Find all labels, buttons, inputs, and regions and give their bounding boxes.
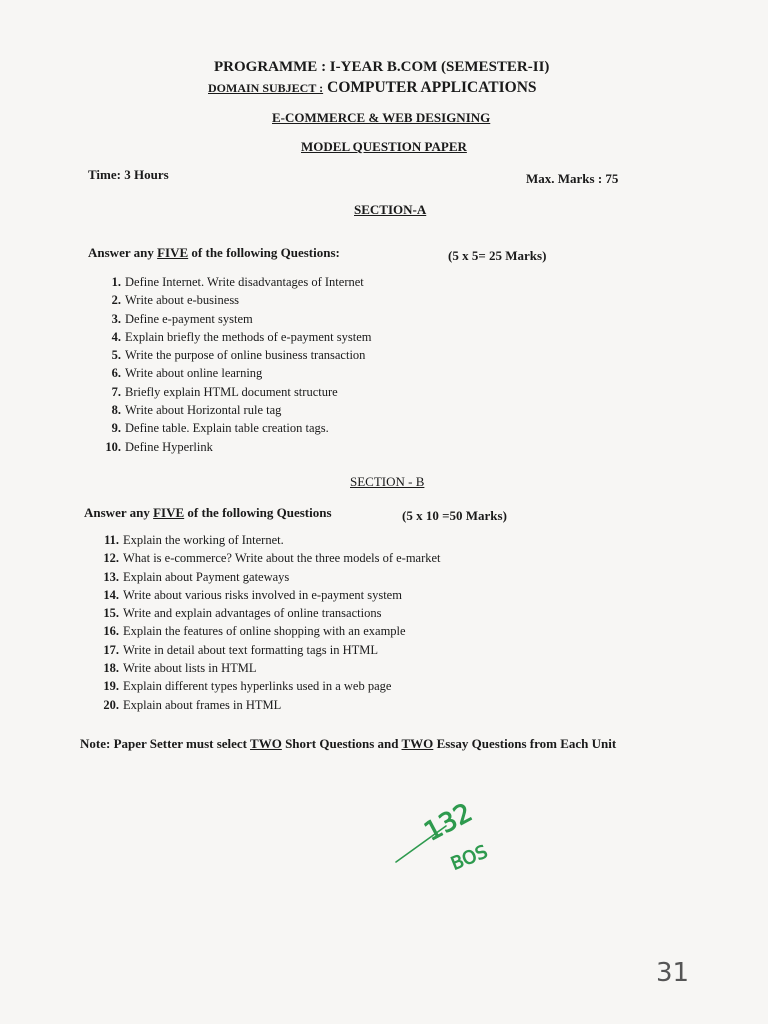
question-number: 18. — [103, 661, 119, 676]
section-b-title: SECTION - B — [350, 474, 425, 489]
note-text: Essay Questions from Each Unit — [433, 736, 617, 751]
section-b-question-list — [88, 533, 441, 716]
question-text: Briefly explain HTML document structure — [125, 384, 338, 399]
note-emphasis: TWO — [401, 736, 434, 751]
question-item — [90, 421, 371, 439]
question-number: 20. — [103, 697, 119, 712]
question-number: 13. — [103, 569, 119, 584]
question-item — [90, 330, 371, 348]
question-text: Write about e-business — [125, 293, 240, 308]
question-item — [90, 312, 371, 330]
paper-type-title: MODEL QUESTION PAPER — [301, 139, 467, 154]
section-b-marks: (5 x 10 =50 Marks) — [402, 508, 507, 523]
question-text: Write about lists in HTML — [123, 661, 257, 676]
domain-subject-heading — [208, 79, 537, 97]
question-text: Explain about frames in HTML — [123, 697, 282, 712]
question-text: Write about Horizontal rule tag — [125, 403, 282, 418]
question-text: Define Hyperlink — [125, 439, 213, 454]
question-number: 2. — [111, 293, 121, 308]
question-item — [88, 588, 441, 606]
instruction-text: of the following Questions — [184, 505, 332, 520]
question-text: Explain the features of online shopping with an example — [123, 624, 406, 639]
question-number: 15. — [103, 606, 119, 621]
section-a-marks: (5 x 5= 25 Marks) — [448, 248, 547, 263]
question-item — [90, 403, 371, 421]
section-a-title: SECTION-A — [354, 202, 427, 217]
instruction-text: of the following Questions: — [188, 245, 340, 260]
question-item — [88, 624, 441, 642]
question-text: Explain different types hyperlinks used in a web page — [123, 679, 392, 694]
note-text: Note: Paper Setter must select — [80, 736, 251, 751]
question-number: 4. — [111, 329, 121, 344]
domain-subject-value: COMPUTER APPLICATIONS — [327, 79, 537, 96]
instruction-emphasis: FIVE — [153, 505, 185, 520]
question-item — [88, 698, 441, 716]
max-marks: Max. Marks : 75 — [526, 171, 619, 186]
section-a-instruction — [88, 245, 340, 261]
question-item — [88, 661, 441, 679]
question-number: 7. — [111, 384, 121, 399]
question-item — [90, 348, 371, 366]
question-text: Define table. Explain table creation tags. — [125, 421, 329, 436]
question-text: Define e-payment system — [125, 311, 253, 326]
question-text: Explain the working of Internet. — [123, 533, 284, 547]
question-item — [90, 385, 371, 403]
note-emphasis: TWO — [250, 736, 282, 751]
page-number: 31 — [656, 958, 690, 987]
handwritten-bos-annotation — [388, 796, 518, 876]
annotation-number: 132 — [419, 797, 478, 848]
question-text: Write about various risks involved in e-payment system — [123, 587, 402, 602]
question-number: 9. — [111, 421, 121, 436]
question-item — [90, 366, 371, 384]
question-item — [90, 440, 371, 458]
question-text: Explain about Payment gateways — [123, 569, 290, 584]
annotation-bos: BOS — [447, 841, 491, 875]
question-number: 6. — [111, 366, 121, 381]
instruction-emphasis: FIVE — [157, 245, 189, 260]
question-number: 3. — [111, 311, 121, 326]
question-text: Write about online learning — [125, 366, 263, 381]
question-text: What is e-commerce? Write about the three models of e-market — [123, 551, 441, 566]
question-number: 10. — [105, 439, 121, 454]
question-text: Define Internet. Write disadvantages of Internet — [125, 275, 364, 289]
question-text: Write in detail about text formatting tags in HTML — [123, 642, 378, 657]
question-item — [88, 570, 441, 588]
question-item — [90, 275, 371, 293]
question-text: Explain briefly the methods of e-payment system — [125, 329, 372, 344]
question-number: 1. — [111, 275, 121, 289]
question-number: 11. — [104, 533, 119, 547]
question-item — [88, 533, 441, 551]
instruction-text: Answer any — [84, 505, 154, 520]
question-number: 14. — [103, 587, 119, 602]
question-number: 19. — [103, 679, 119, 694]
course-title: E-COMMERCE & WEB DESIGNING — [272, 110, 491, 125]
question-item — [88, 551, 441, 569]
question-number: 16. — [103, 624, 119, 639]
question-text: Write and explain advantages of online transactions — [123, 606, 382, 621]
paper-setter-note — [80, 736, 616, 752]
question-number: 5. — [111, 348, 121, 363]
time-allowed: Time: 3 Hours — [88, 167, 169, 182]
programme-heading: PROGRAMME : I-YEAR B.COM (SEMESTER-II) — [214, 59, 550, 75]
question-number: 12. — [103, 551, 119, 566]
question-item — [90, 293, 371, 311]
question-item — [88, 679, 441, 697]
question-item — [88, 643, 441, 661]
question-text: Write the purpose of online business transaction — [125, 348, 366, 363]
question-number: 17. — [103, 642, 119, 657]
instruction-text: Answer any — [88, 245, 158, 260]
question-number: 8. — [111, 403, 121, 418]
domain-subject-label: DOMAIN SUBJECT : — [208, 81, 324, 95]
section-a-question-list — [90, 275, 371, 458]
handwritten-page-number — [652, 953, 694, 987]
section-b-instruction — [84, 505, 332, 521]
question-item — [88, 606, 441, 624]
note-text: Short Questions and — [281, 736, 402, 751]
